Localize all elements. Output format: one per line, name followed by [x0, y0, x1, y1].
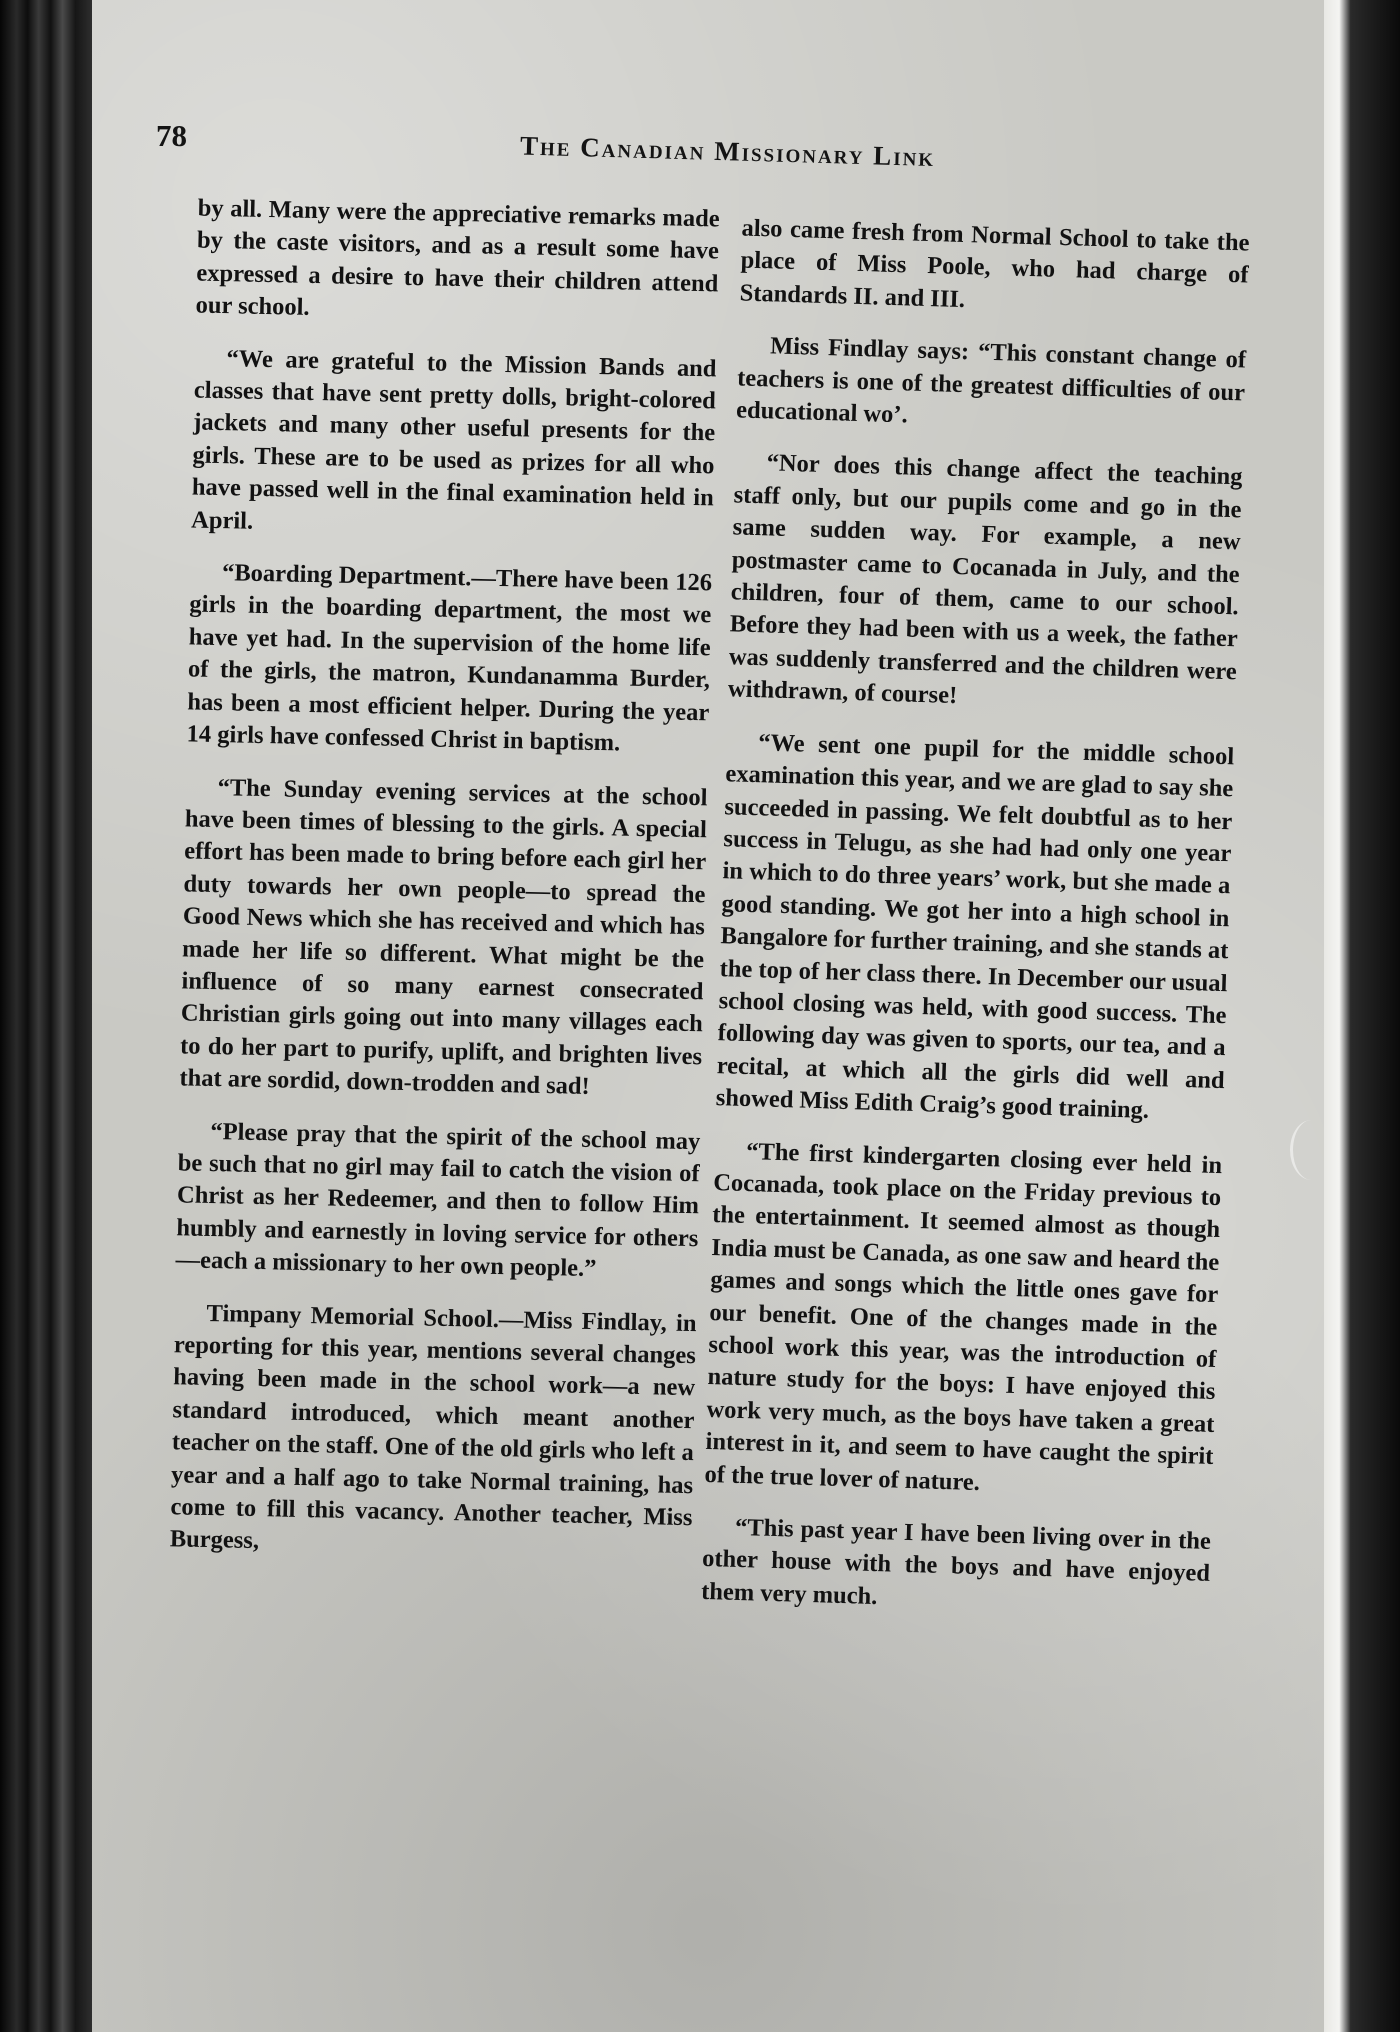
section-heading: Timpany Memorial School.—Miss Findlay, [206, 1299, 668, 1337]
paragraph [169, 1297, 696, 1567]
paragraph-text: —There have been 126 girls in the boarding department, the most we have yet had. In the supervision of the home life of the girls, the matron, Kundanamma Burder, has been a most efficient helper. During the year 14 girls have confessed Christ in baptism. [186, 564, 713, 757]
paragraph: “Please pray that the spirit of the school may be such that no girl may fail to catch the vision of Christ as her Redeemer, and then to follow Him humbly and earnestly in loving service for others—each a missionary to her own people.” [175, 1117, 701, 1283]
paragraph: “The first kindergarten closing ever held in Cocanada, took place on the Friday previous to the entertainment. It seemed almost as though India must be Canada, as one saw and heard the games and songs which the little ones gave for our benefit. One of the changes made in the school work this year, was the introduction of nature study for the boys: I have enjoyed this work very much, as the boys have taken a great interest in it, and seem to have caught the spirit of the true lover of nature. [704, 1137, 1223, 1496]
paragraph: Miss Findlay says: “This constant change of teachers is one of the greatest difficulties of our educational wo’. [735, 332, 1247, 429]
paragraph: “We are grateful to the Mission Bands and classes that have sent pretty dolls, bright-colored jackets and many other useful presents for the girls. These are to be used as prizes for all who have passed well in the final examination held in April. [190, 344, 717, 535]
ink-smudge [1290, 1120, 1333, 1180]
paragraph: “The Sunday evening services at the school have been times of blessing to the girls. A special effort has been made to bring before each girl her duty towards her own people—to spread the Good News which she has received and which has made her life so different. What might be the influence of so many earnest consecrated Christian girls going out into many villages each to do her part to purify, uplift, and brighten lives that are sordid, down-trodden and sad! [179, 773, 708, 1101]
facing-page-edge [1324, 0, 1400, 2032]
paragraph [186, 557, 712, 762]
paragraph: “We sent one pupil for the middle school examination this year, and we are glad to say she succeeded in passing. We felt doubtful as to her success in Telugu, as she had had only one year in which to do three years’ work, but she made a good standing. We got her into a high school in Bangalore for further training, and she stands at the top of her class there. In December our usual school closing was held, with good success. The following day was given to sports, our tea, and a recital, at which all the girls did well and showed Miss Edith Craig’s good training. [715, 728, 1235, 1125]
paragraph: by all. Many were the appreciative remarks made by the caste visitors, and as a result some have expressed a desire to have their children attend our school. [195, 194, 720, 322]
running-head: The Canadian Missionary Link [519, 130, 936, 173]
page-number: 78 [156, 118, 187, 153]
paragraph-text: in reporting for this year, mentions several changes having been made in the school work—a new standard introduced, which meant another teacher on the staff. One of the old girls who left a year and a half ago to take Normal training, has come to fill this vacancy. Another teacher, Miss Burgess, [169, 1309, 697, 1555]
left-column [169, 193, 720, 1587]
right-column [700, 212, 1250, 1643]
paragraph: also came fresh from Normal School to take the place of Miss Poole, who had charge of Standards II. and III. [739, 214, 1250, 313]
book-binding [0, 0, 92, 2032]
paragraph: “Nor does this change affect the teaching staff only, but our pupils come and go in the same sudden way. For example, a new postmaster came to Cocanada in July, and the children, four of them, came to our school. Before they had been with us a week, the father was suddenly transferred and the children were withdrawn, of course! [727, 449, 1243, 710]
paragraph: “This past year I have been living over in the other house with the boys and have enjoyed them very much. [700, 1513, 1212, 1610]
section-heading: “Boarding Department. [221, 559, 472, 592]
